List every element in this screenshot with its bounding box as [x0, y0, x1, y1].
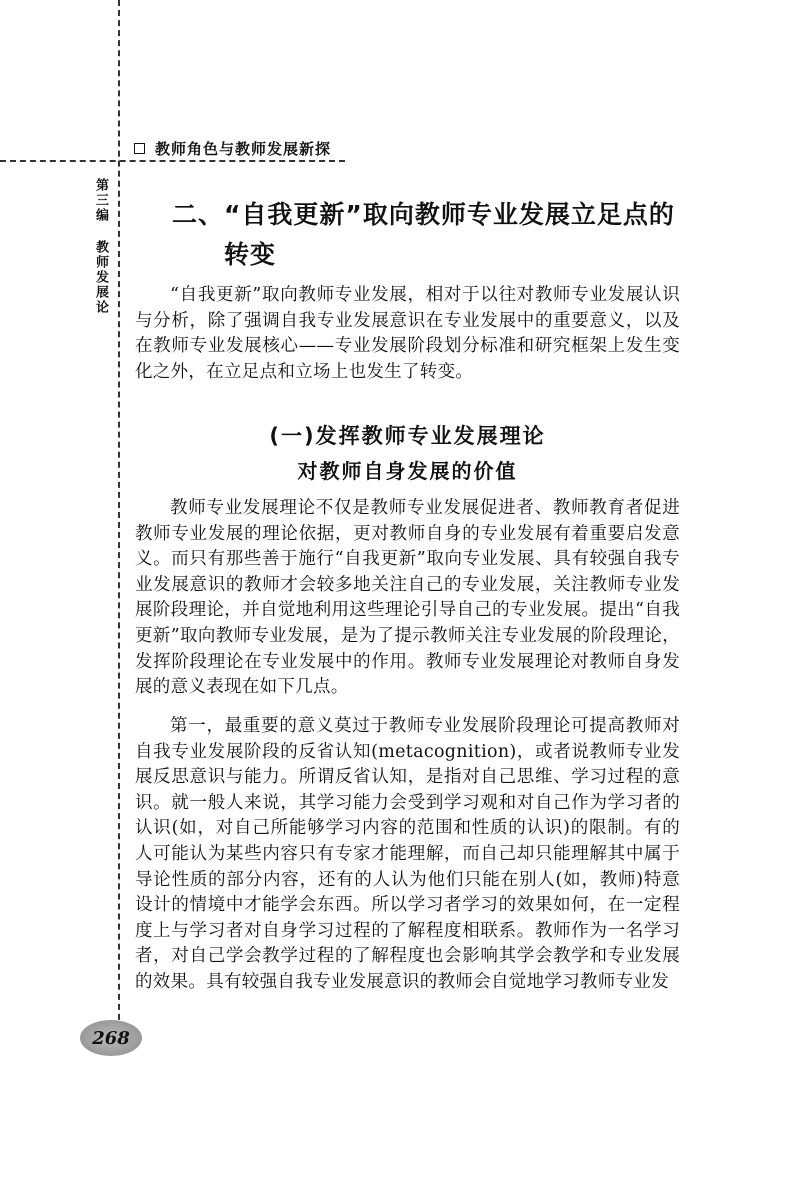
paragraph-intro: “自我更新”取向教师专业发展，相对于以往对教师专业发展认识与分析，除了强调自我专业发展意识在专业发展中的重要意义，以及在教师专业发展核心——专业发展阶段划分标准和研究框架上发生变化之外，在立足点和立场上也发生了转变。 — [135, 285, 680, 382]
side-part-label: 第三编 — [93, 178, 108, 223]
square-outline-icon — [134, 143, 145, 154]
margin-dashed-vertical-rule — [118, 0, 120, 1040]
running-header-title: 教师角色与教师发展新探 — [155, 140, 332, 158]
paragraph-body-2: 第一，最重要的意义莫过于教师专业发展阶段理论可提高教师对自我专业发展阶段的反省认知(metacognition)，或者说教师专业发展反思意识与能力。所谓反省认知，是指对自己思维、学习过程的意识。就一般人来说，其学习能力会受到学习观和对自己作为学习者的认识(如，对自己所能够学习内容的范围和性质的认识)的限制。有的人可能认为某些内容只有专家才能理解，而自己却只能理解其中属于导论性质的部分内容，还有的人认为他们只能在别人(如，教师)特意设计的情境中才能学会东西。所以学习者学习的效果如何，在一定程度上与学习者对自身学习过程的了解程度相联系。教师作为一名学习者，对自己学会教学过程的了解程度也会影响其学会教学和专业发展的效果。具有较强自我专业发展意识的教师会自觉地学习教师专业发 — [135, 716, 680, 992]
page-number: 268 — [92, 1027, 130, 1049]
paragraph-body-1: 教师专业发展理论不仅是教师专业发展促进者、教师教育者促进教师专业发展的理论依据，更对教师自身的专业发展有着重要启发意义。而只有那些善于施行“自我更新”取向专业发展、具有较强自我专业发展意识的教师才会较多地关注自己的专业发展，关注教师专业发展阶段理论，并自觉地利用这些理论引导自己的专业发展。提出“自我更新”取向教师专业发展，是为了提示教师关注专业发展的阶段理论，发挥阶段理论在专业发展中的作用。教师专业发展理论对教师自身发展的意义表现在如下几点。 — [135, 498, 680, 698]
subsection-title-line1: (一)发挥教师专业发展理论 — [269, 424, 546, 448]
section-title-line2: 转变 — [224, 240, 277, 269]
header-dashed-horizontal-rule — [0, 160, 345, 162]
running-header — [134, 138, 331, 159]
side-part-title: 教师发展论 — [93, 240, 108, 315]
section-title-line1: 二、“自我更新”取向教师专业发展立足点的 — [172, 200, 675, 229]
subsection-title-line2: 对教师自身发展的价值 — [297, 459, 518, 483]
page-number-badge — [80, 1020, 142, 1056]
section-title — [172, 195, 675, 275]
